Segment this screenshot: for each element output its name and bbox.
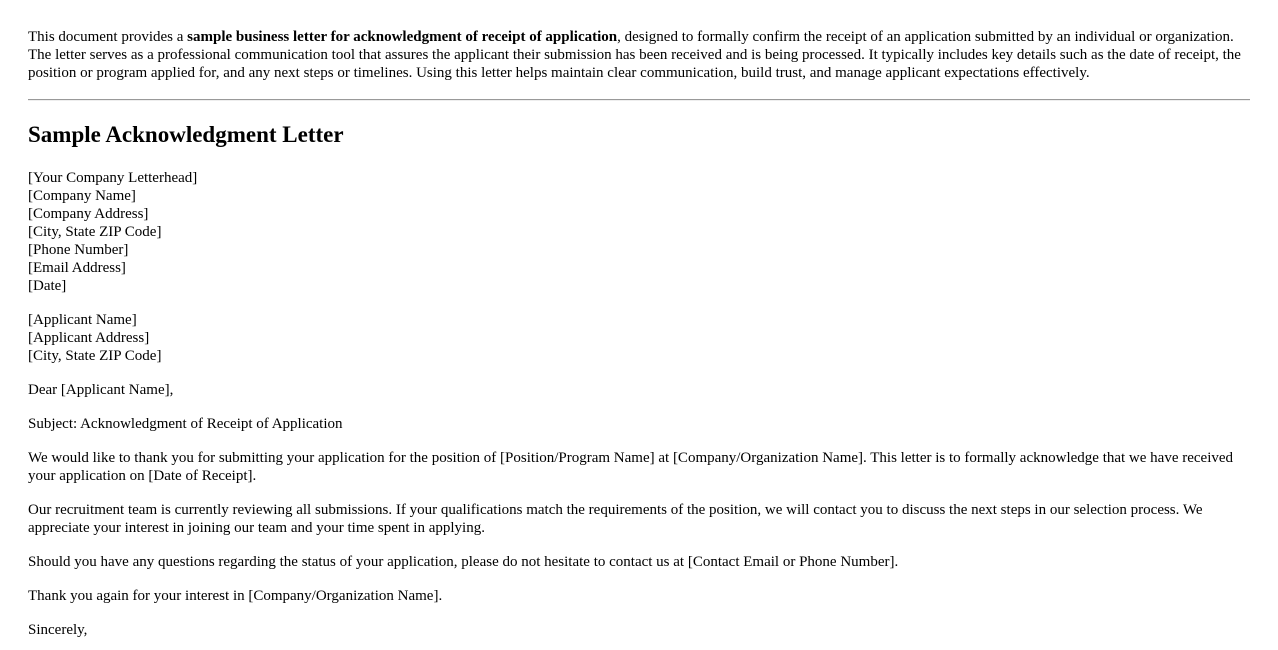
intro-bold-phrase: sample business letter for acknowledgment of receipt of application: [187, 29, 618, 45]
body-paragraph-review: Our recruitment team is currently reviewing all submissions. If your qualifications match the requirements of the position, we will contact you to discuss the next steps in our selection process. We appreciate your interest in joining our team and your time spent in applying.: [28, 502, 1203, 536]
body-paragraph-closing-thanks: Thank you again for your interest in [Company/Organization Name].: [28, 588, 443, 604]
sender-phone: [Phone Number]: [28, 242, 129, 258]
closing: Sincerely,: [28, 622, 88, 638]
intro-prefix: This document provides a: [28, 29, 188, 45]
sender-letterhead: [Your Company Letterhead]: [28, 170, 198, 186]
page-title: Sample Acknowledgment Letter: [28, 122, 344, 147]
recipient-name: [Applicant Name]: [28, 312, 137, 328]
recipient-address-block: [28, 311, 1250, 365]
letter-date: [Date]: [28, 278, 67, 294]
sender-company-name: [Company Name]: [28, 188, 136, 204]
sender-city-state-zip: [City, State ZIP Code]: [28, 224, 162, 240]
horizontal-divider: [28, 99, 1250, 101]
sender-email: [Email Address]: [28, 260, 126, 276]
body-paragraph-contact: Should you have any questions regarding the status of your application, please do not hesitate to contact us at [Contact Email or Phone Number].: [28, 554, 899, 570]
intro-paragraph: [28, 28, 1250, 82]
intro-suffix: , designed to formally confirm the receipt of an application submitted by an individual or organization. The letter serves as a professional communication tool that assures the applicant their submission has been received and is being processed. It typically includes key details such as the date of receipt, the position or program applied for, and any next steps or timelines. Using this letter helps maintain clear communication, build trust, and manage applicant expectations effectively.: [28, 29, 1241, 81]
sender-company-address: [Company Address]: [28, 206, 149, 222]
body-paragraph-thanks: We would like to thank you for submitting your application for the position of [Position/Program Name] at [Company/Organization Name]. This letter is to formally acknowledge that we have received your application on [Date of Receipt].: [28, 450, 1234, 484]
salutation: Dear [Applicant Name],: [28, 382, 174, 398]
recipient-address: [Applicant Address]: [28, 330, 150, 346]
recipient-city-state-zip: [City, State ZIP Code]: [28, 348, 162, 364]
sender-address-block: [28, 169, 1250, 295]
subject-line: Subject: Acknowledgment of Receipt of Application: [28, 416, 343, 432]
